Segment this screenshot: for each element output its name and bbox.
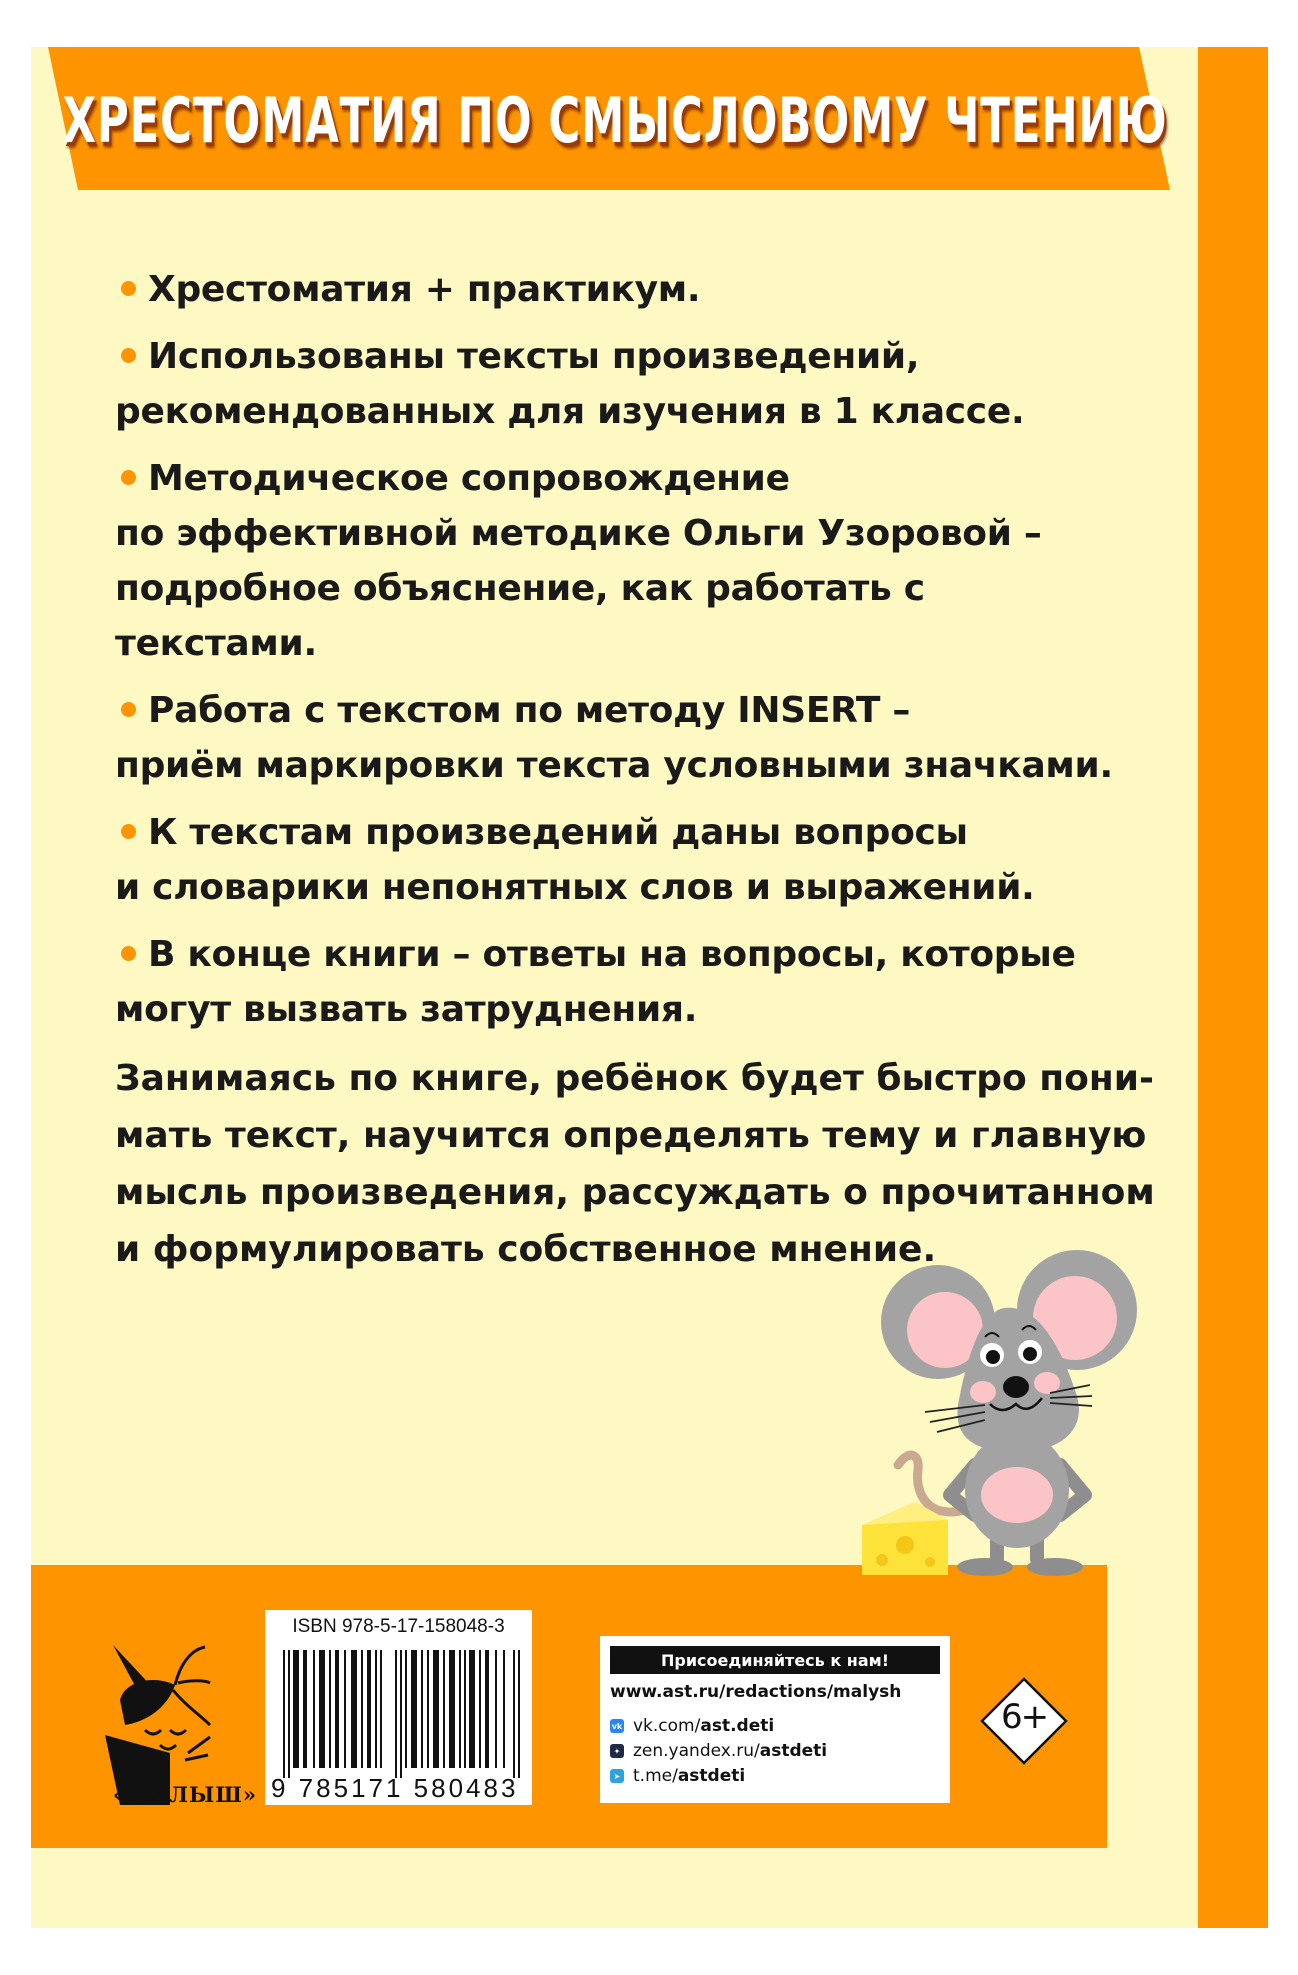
bullet-dot-icon <box>121 281 136 296</box>
bullet-dot-icon <box>121 702 136 717</box>
social-link-zen[interactable]: ✦ zen.yandex.ru/ astdeti <box>610 1739 827 1763</box>
bullet-dot-icon <box>121 824 136 839</box>
age-rating: 6+ <box>1000 1697 1048 1737</box>
page-title: ХРЕСТОМАТИЯ ПО СМЫСЛОВОМУ ЧТЕНИЮ <box>62 83 1168 157</box>
join-us-label: Присоединяйтесь к нам! <box>610 1646 940 1674</box>
website-link[interactable]: www.ast.ru/redactions/malysh <box>610 1682 902 1702</box>
social-links-box <box>600 1636 950 1803</box>
spine-strip <box>1198 47 1268 1928</box>
isbn-label: ISBN 978-5-17-158048-3 <box>292 1616 505 1637</box>
bullet-dot-icon <box>121 470 136 485</box>
summary-paragraph: Занимаясь по книге, ребёнок будет быстро пони- мать текст, научится определять тему и главную мысль произведения, рассуждать о прочитанном и формулировать собственное мнение. <box>115 1058 1155 1270</box>
feature-item: Использованы тексты произведений, рекомендованных для изучения в 1 классе. <box>115 336 1025 432</box>
feature-item: Работа с текстом по методу INSERT – приём маркировки текста условными значками. <box>115 690 1113 786</box>
barcode-icon <box>283 1650 523 1778</box>
feature-item: Хрестоматия + практикум. <box>115 262 1115 317</box>
publisher-name: «МАЛЫШ» <box>112 1782 258 1807</box>
telegram-icon: ➤ <box>610 1769 624 1783</box>
isbn-barcode <box>265 1610 532 1805</box>
social-link-telegram[interactable]: ➤ t.me/ astdeti <box>610 1764 745 1788</box>
social-link-vk[interactable]: vk vk.com/ ast.deti <box>611 1716 775 1736</box>
bullet-dot-icon <box>121 946 136 961</box>
feature-item: К текстам произведений даны вопросы и словарики непонятных слов и выражений. <box>115 812 1035 908</box>
bullet-dot-icon <box>121 348 136 363</box>
feature-list <box>115 262 1115 1049</box>
vk-icon: vk <box>610 1719 624 1733</box>
mouse-illustration-icon <box>850 1250 1150 1580</box>
zen-icon: ✦ <box>610 1744 624 1758</box>
feature-item: В конце книги – ответы на вопросы, которые могут вызвать затруднения. <box>115 934 1076 1030</box>
barcode-digits: 9 785171 580483 <box>271 1773 519 1803</box>
feature-item: Методическое сопровождение по эффективной методике Ольги Узоровой – подробное объяснение, как работать с текстами. <box>115 458 1042 664</box>
